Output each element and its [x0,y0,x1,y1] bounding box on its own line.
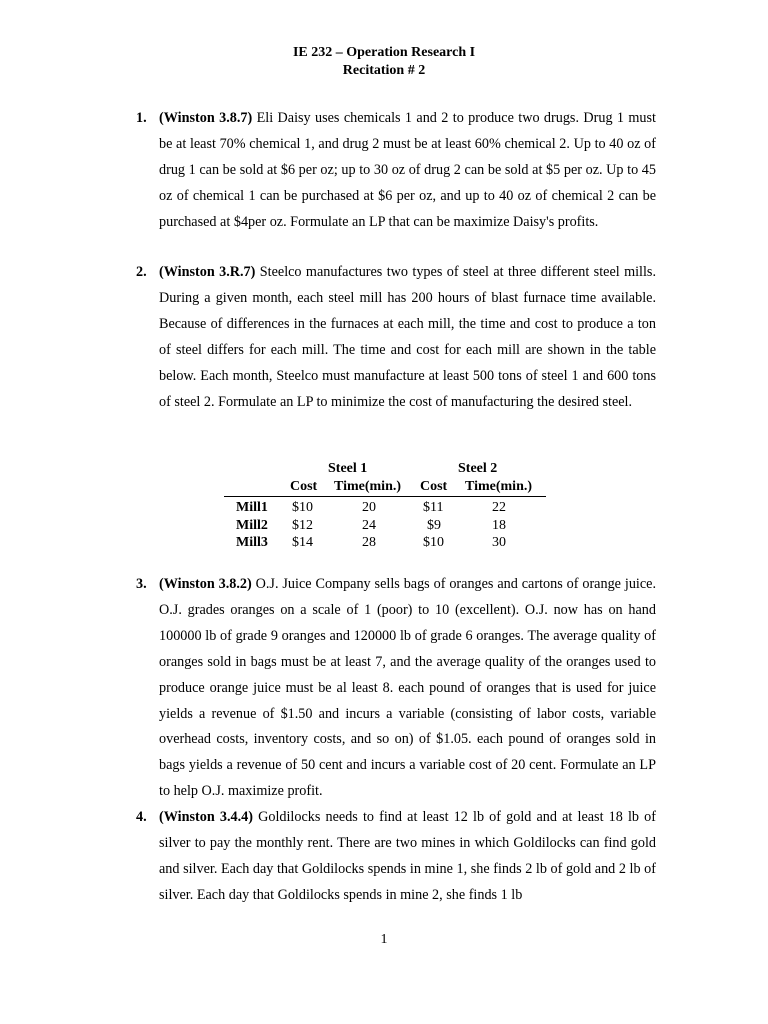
time-steel-2: 22 [492,500,506,515]
table-row [224,517,546,535]
problem-number: 4. [136,809,147,825]
column-header-time-1: Time(min.) [334,478,402,494]
time-steel-1: 28 [362,535,376,550]
problem-4 [136,805,656,909]
column-header-cost-1: Cost [290,478,318,494]
cost-steel-2: $10 [423,535,444,550]
problem-text: Goldilocks needs to find at least 12 lb of gold and at least 18 lb of silver to pay the monthly rent. There are two mines in which Goldilocks can find gold and silver. Each day that Goldilocks spends in mine 1, she finds 2 lb of gold and 2 lb of silver. Each day that Goldilocks spends in mine 2, she finds 1 lb [159,809,656,903]
problem-text: O.J. Juice Company sells bags of oranges and cartons of orange juice. O.J. grades oranges on a scale of 1 (poor) to 10 (excellent). O.J. now has on hand 100000 lb of grade 9 oranges and 120000 lb of grade 6 oranges. The average quality of oranges sold in bags must be at least 7, and the average quality of the oranges used to produce orange juice must be al least 8. each pound of oranges that is used for juice yields a revenue of $1.50 and incurs a variable (consisting of labor costs, variable overhead costs, inventory costs, and so on) of $1.05. each pound of oranges sold in bags yields a revenue of 50 cent and incurs a variable cost of 20 cent. Formulate an LP to help O.J. maximize profit. [159,576,656,800]
steel-table [224,460,546,552]
problem-number: 1. [136,110,147,126]
problem-source: (Winston 3.8.2) [159,576,252,592]
mill-label: Mill3 [236,535,268,550]
page-number: 1 [380,932,388,947]
problem-text: Steelco manufactures two types of steel at three different steel mills. During a given month, each steel mill has 200 hours of blast furnace time available. Because of differences in the furnaces at each mill, the time and cost to produce a ton of steel differs for each mill. The time and cost for each mill are shown in the table below. Each month, Steelco must manufacture at least 500 tons of steel 1 and 600 tons of steel 2. Formulate an LP to minimize the cost of manufacturing the desired steel. [159,264,656,410]
column-header-time-2: Time(min.) [465,478,533,494]
problem-source: (Winston 3.4.4) [159,809,253,825]
group-header-steel-2: Steel 2 [458,461,498,476]
table-row [224,534,546,552]
time-steel-2: 30 [492,535,506,550]
problem-number: 3. [136,576,147,592]
problem-1 [136,106,656,236]
column-header-cost-2: Cost [420,478,448,494]
document-subtitle: Recitation # 2 [342,63,426,78]
problem-number: 2. [136,264,147,280]
group-header-steel-1: Steel 1 [328,461,368,476]
page-header [0,44,768,80]
problem-2 [136,260,656,415]
problem-source: (Winston 3.8.7) [159,110,253,126]
cost-steel-1: $10 [292,500,313,515]
cost-steel-1: $12 [292,517,313,533]
document-title: IE 232 – Operation Research I [292,45,476,60]
time-steel-1: 20 [362,500,376,515]
problem-body [159,572,656,805]
problem-3 [136,572,656,805]
problem-text: Eli Daisy uses chemicals 1 and 2 to produce two drugs. Drug 1 must be at least 70% chemical 1, and drug 2 must be at least 60% chemical 2. Up to 40 oz of drug 1 can be sold at $6 per oz; up to 30 oz of drug 2 can be sold at $5 per oz. Up to 45 oz of chemical 1 can be purchased at $6 per oz, and up to 40 oz of chemical 2 can be purchased at $4per oz. Formulate an LP that can be maximize Daisy's profits. [159,110,656,230]
problem-body [159,106,656,236]
problem-source: (Winston 3.R.7) [159,264,256,280]
mill-label: Mill1 [236,500,268,515]
cost-steel-1: $14 [292,535,313,550]
table-group-header-row [224,460,546,478]
problem-body [159,260,656,415]
time-steel-2: 18 [492,517,506,533]
cost-steel-2: $11 [423,500,444,515]
mill-label: Mill2 [236,517,268,533]
time-steel-1: 24 [362,517,376,533]
problem-body [159,805,656,909]
table-rule [224,496,546,497]
table-row [224,499,546,517]
table-column-header-row [224,478,546,496]
cost-steel-2: $9 [427,517,441,533]
